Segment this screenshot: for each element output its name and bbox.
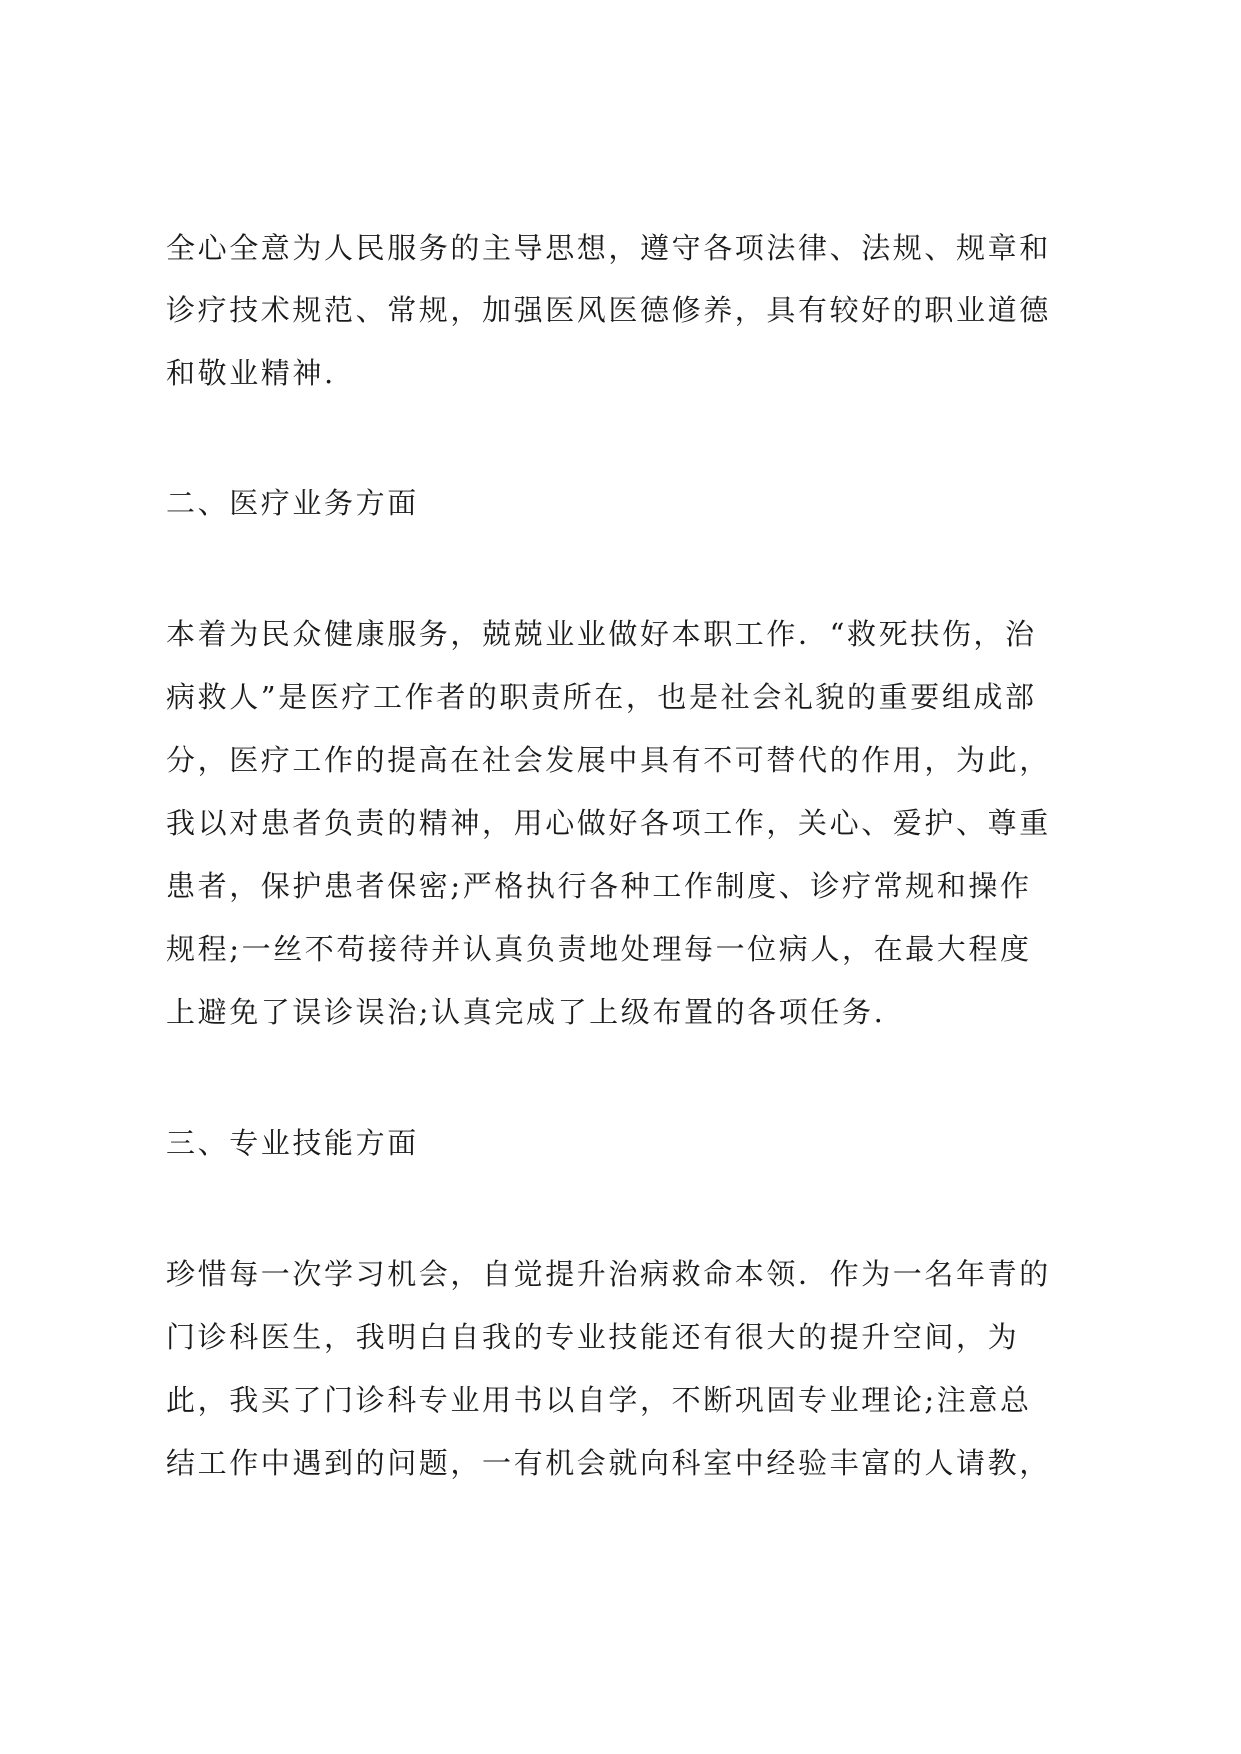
paragraph-3-line-1: 珍惜每一次学习机会，自觉提升治病救命本领．作为一名年青的	[166, 1257, 1051, 1291]
paragraph-2-line-2: 病救人”是医疗工作者的职责所在，也是社会礼貌的重要组成部	[166, 680, 1037, 714]
paragraph-1-line-2: 诊疗技术规范、常规，加强医风医德修养，具有较好的职业道德	[166, 293, 1051, 327]
paragraph-2-line-3: 分，医疗工作的提高在社会发展中具有不可替代的作用，为此，	[166, 743, 1051, 777]
paragraph-2-line-7: 上避免了误诊误治;认真完成了上级布置的各项任务.	[166, 995, 886, 1029]
section-heading-professional-skills: 三、专业技能方面	[166, 1126, 419, 1160]
paragraph-2-line-6: 规程;一丝不苟接待并认真负责地处理每一位病人，在最大程度	[166, 932, 1032, 966]
paragraph-1-line-1: 全心全意为人民服务的主导思想，遵守各项法律、法规、规章和	[166, 231, 1051, 265]
paragraph-2-line-4: 我以对患者负责的精神，用心做好各项工作，关心、爱护、尊重	[166, 806, 1051, 840]
paragraph-3-line-4: 结工作中遇到的问题，一有机会就向科室中经验丰富的人请教，	[166, 1446, 1051, 1480]
paragraph-3-line-3: 此，我买了门诊科专业用书以自学，不断巩固专业理论;注意总	[166, 1383, 1032, 1417]
paragraph-2-line-5: 患者，保护患者保密;严格执行各种工作制度、诊疗常规和操作	[166, 869, 1032, 903]
section-heading-medical-work: 二、医疗业务方面	[166, 486, 419, 520]
paragraph-2-line-1: 本着为民众健康服务，兢兢业业做好本职工作．“救死扶伤，治	[166, 617, 1037, 651]
paragraph-1-line-3: 和敬业精神.	[166, 356, 336, 390]
paragraph-3-line-2: 门诊科医生，我明白自我的专业技能还有很大的提升空间，为	[166, 1320, 1020, 1354]
